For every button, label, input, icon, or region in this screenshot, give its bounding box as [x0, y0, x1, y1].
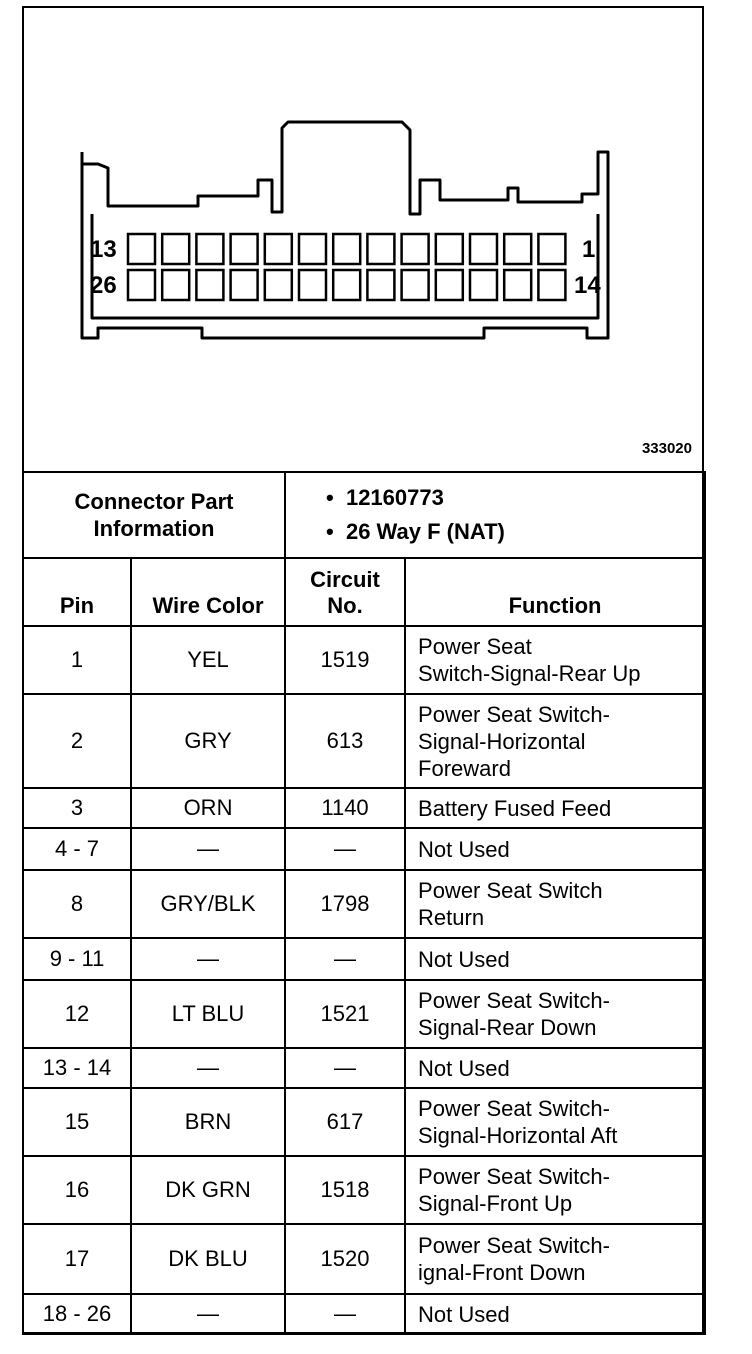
function-line: Signal-Horizontal — [418, 728, 586, 754]
function-line: Signal-Rear Down — [418, 1015, 597, 1040]
pin-cavity — [128, 234, 155, 264]
function-line: Foreward — [418, 755, 511, 781]
pin-cavity — [299, 270, 326, 300]
circuit-cell: — — [285, 1048, 405, 1088]
circuit-cell: — — [285, 828, 405, 870]
wire-color-cell: DK BLU — [131, 1224, 285, 1294]
function-cell — [405, 788, 705, 828]
pin-cavity — [162, 270, 189, 300]
pin-cell: 4 - 7 — [23, 828, 131, 870]
pin-cavity — [436, 234, 463, 264]
pin-cell: 13 - 14 — [23, 1048, 131, 1088]
function-cell — [405, 1088, 705, 1156]
function-line: Battery Fused Feed — [418, 795, 612, 821]
wire-color-cell: YEL — [131, 626, 285, 694]
function-cell — [405, 938, 705, 980]
function-cell — [405, 1224, 705, 1294]
pin-cell: 9 - 11 — [23, 938, 131, 980]
function-cell — [405, 626, 705, 694]
function-line: Not Used — [418, 1301, 510, 1327]
pin-label-13: 13 — [90, 236, 117, 263]
function-line: Switch-Signal-Rear Up — [418, 661, 641, 686]
function-line: Power Seat Switch- — [418, 1233, 610, 1258]
circuit-cell: 1518 — [285, 1156, 405, 1224]
connector-info-label: Connector Part Information — [23, 472, 285, 558]
pin-cavity — [538, 234, 565, 264]
wire-color-cell: DK GRN — [131, 1156, 285, 1224]
pin-cavity — [402, 234, 429, 264]
table-row — [23, 788, 705, 828]
pin-cavity — [367, 270, 394, 300]
table-row — [23, 980, 705, 1048]
pin-cavity — [504, 234, 531, 264]
header-circuit: Circuit No. — [285, 558, 405, 626]
function-line: Power Seat Switch- — [418, 1164, 610, 1189]
connector-diagram — [22, 6, 704, 472]
wire-color-cell: BRN — [131, 1088, 285, 1156]
circuit-cell: 1798 — [285, 870, 405, 938]
circuit-cell: 1520 — [285, 1224, 405, 1294]
table-row — [23, 1048, 705, 1088]
pin-label-1: 1 — [582, 236, 596, 263]
table-row — [23, 938, 705, 980]
function-cell — [405, 1294, 705, 1334]
wire-color-cell: ORN — [131, 788, 285, 828]
wire-color-cell: — — [131, 828, 285, 870]
function-line: Power Seat Switch — [418, 878, 603, 903]
pin-cell: 18 - 26 — [23, 1294, 131, 1334]
table-row — [23, 1156, 705, 1224]
wire-color-cell: — — [131, 1048, 285, 1088]
pin-cavity — [436, 270, 463, 300]
pin-cell: 12 — [23, 980, 131, 1048]
table-row — [23, 870, 705, 938]
function-cell — [405, 980, 705, 1048]
function-cell — [405, 1048, 705, 1088]
function-line: Not Used — [418, 946, 510, 972]
wire-color-cell: GRY/BLK — [131, 870, 285, 938]
circuit-cell: 617 — [285, 1088, 405, 1156]
connector-part-number: • 12160773 — [326, 485, 444, 510]
function-cell — [405, 1156, 705, 1224]
table-row — [23, 1088, 705, 1156]
pin-cavity — [504, 270, 531, 300]
connector-type: • 26 Way F (NAT) — [326, 519, 505, 544]
pin-cavity — [231, 270, 258, 300]
pin-cell: 17 — [23, 1224, 131, 1294]
connector-info-values — [285, 472, 705, 558]
function-cell — [405, 870, 705, 938]
circuit-cell: 613 — [285, 694, 405, 788]
pin-cavity — [265, 234, 292, 264]
function-line: Signal-Horizontal Aft — [418, 1123, 618, 1148]
pin-cavity — [333, 234, 360, 264]
table-row — [23, 1294, 705, 1334]
pin-cavity — [367, 234, 394, 264]
circuit-cell: 1140 — [285, 788, 405, 828]
pin-cavity — [538, 270, 565, 300]
circuit-cell: — — [285, 1294, 405, 1334]
wire-color-cell: GRY — [131, 694, 285, 788]
function-line: Power Seat Switch- — [418, 988, 610, 1013]
pin-cell: 15 — [23, 1088, 131, 1156]
function-cell — [405, 828, 705, 870]
pin-cell: 8 — [23, 870, 131, 938]
pin-cell: 2 — [23, 694, 131, 788]
pin-cavity — [196, 270, 223, 300]
pin-cell: 16 — [23, 1156, 131, 1224]
pin-cavity — [402, 270, 429, 300]
function-line: Not Used — [418, 1055, 510, 1081]
connector-table — [22, 471, 706, 1335]
function-line: Power Seat Switch- — [418, 701, 610, 727]
connector-outline — [22, 6, 704, 472]
pin-cell: 1 — [23, 626, 131, 694]
function-line: ignal-Front Down — [418, 1260, 586, 1285]
header-pin: Pin — [23, 558, 131, 626]
pin-cavity — [162, 234, 189, 264]
circuit-cell: 1521 — [285, 980, 405, 1048]
header-row — [23, 558, 705, 626]
table-row — [23, 828, 705, 870]
header-wire-color: Wire Color — [131, 558, 285, 626]
header-function: Function — [405, 558, 705, 626]
pin-cavity — [231, 234, 258, 264]
pin-cavity — [128, 270, 155, 300]
pin-label-14: 14 — [574, 272, 601, 299]
pin-cavity — [470, 234, 497, 264]
pin-cavity — [333, 270, 360, 300]
pin-cavity — [265, 270, 292, 300]
pin-cavity — [299, 234, 326, 264]
wire-color-cell: — — [131, 1294, 285, 1334]
figure-number: 333020 — [641, 440, 692, 457]
pin-cavity — [470, 270, 497, 300]
connector-info-row — [23, 472, 705, 558]
wire-color-cell: — — [131, 938, 285, 980]
function-line: Return — [418, 905, 485, 930]
pin-cavity — [196, 234, 223, 264]
function-line: Signal-Front Up — [418, 1191, 573, 1216]
function-line: Power Seat Switch- — [418, 1096, 610, 1121]
circuit-cell: — — [285, 938, 405, 980]
function-line: Power Seat — [418, 634, 532, 659]
wire-color-cell: LT BLU — [131, 980, 285, 1048]
function-cell — [405, 694, 705, 788]
pin-cell: 3 — [23, 788, 131, 828]
table-row — [23, 626, 705, 694]
function-line: Not Used — [418, 836, 510, 862]
circuit-cell: 1519 — [285, 626, 405, 694]
pin-label-26: 26 — [90, 272, 117, 299]
table-row — [23, 694, 705, 788]
table-row — [23, 1224, 705, 1294]
